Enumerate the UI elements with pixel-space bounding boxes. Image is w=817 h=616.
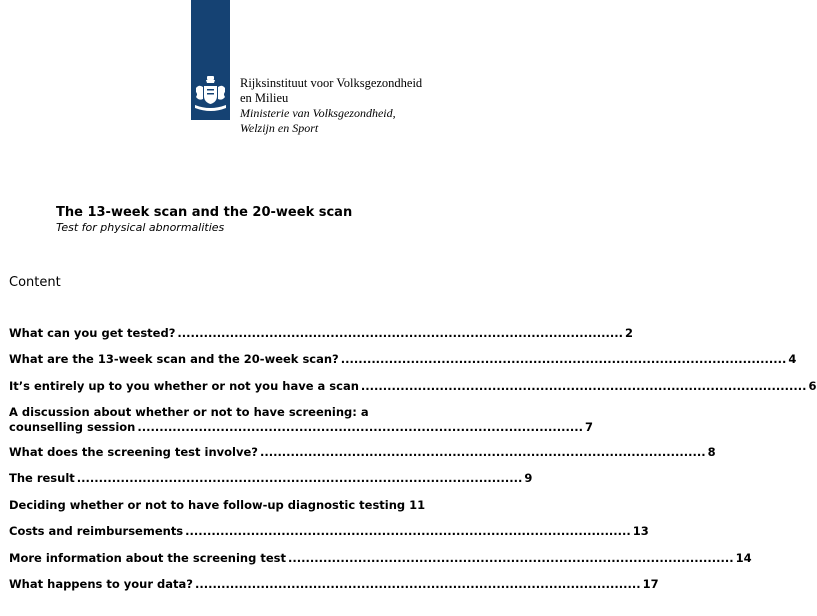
toc-page-number: 6 xyxy=(808,379,817,393)
toc-page-number: 8 xyxy=(707,445,716,459)
logo-bar xyxy=(191,0,230,120)
toc-leader-dots: ...................................................................................................... xyxy=(185,524,631,538)
toc-entry[interactable] xyxy=(9,498,426,513)
toc-page-number: 11 xyxy=(409,498,426,512)
toc-entry[interactable] xyxy=(9,577,659,592)
toc-entry[interactable] xyxy=(9,524,649,539)
toc-page-number: 9 xyxy=(524,471,533,485)
toc-entry-title-line-1: A discussion about whether or not to have screening: a xyxy=(9,405,369,419)
ministry-line-1: Ministerie van Volksgezondheid, xyxy=(240,106,396,120)
toc-entry-title: What does the screening test involve? xyxy=(9,445,258,459)
content-heading: Content xyxy=(9,275,61,290)
toc-page-number: 17 xyxy=(642,577,659,591)
toc-leader-dots: ...................................................................................................... xyxy=(177,326,623,340)
toc-leader-dots: ...................................................................................................... xyxy=(137,420,583,434)
toc-entry[interactable] xyxy=(9,379,817,394)
ministry-line-2: Welzijn en Sport xyxy=(240,121,319,135)
toc-entry-title: counselling session xyxy=(9,420,136,434)
toc-entry[interactable] xyxy=(9,471,533,486)
toc-entry-title: What happens to your data? xyxy=(9,577,193,591)
toc-entry-title: What are the 13-week scan and the 20-week scan? xyxy=(9,352,339,366)
toc-entry[interactable] xyxy=(9,326,633,341)
toc-entry[interactable] xyxy=(9,445,716,460)
toc-entry[interactable] xyxy=(9,405,593,435)
organization-name xyxy=(240,76,422,136)
toc-entry[interactable] xyxy=(9,352,797,367)
org-line-2: en Milieu xyxy=(240,91,289,105)
royal-coat-of-arms-icon xyxy=(192,74,229,114)
document-title: The 13-week scan and the 20-week scan xyxy=(56,205,353,220)
toc-page-number: 14 xyxy=(735,551,752,565)
toc-page-number: 7 xyxy=(584,420,593,434)
toc-leader-dots: ...................................................................................................... xyxy=(340,352,787,366)
toc-entry-title: What can you get tested? xyxy=(9,326,176,340)
toc-page-number: 4 xyxy=(788,352,797,366)
document-subtitle: Test for physical abnormalities xyxy=(56,221,225,234)
toc-leader-dots: ...................................................................................................... xyxy=(76,471,523,485)
org-line-1: Rijksinstituut voor Volksgezondheid xyxy=(240,76,423,90)
toc-page-number: 2 xyxy=(624,326,633,340)
toc-entry-title: It’s entirely up to you whether or not you have a scan xyxy=(9,379,359,393)
toc-leader-dots: ...................................................................................................... xyxy=(360,379,807,393)
toc-entry[interactable] xyxy=(9,551,752,566)
toc-entry-title: Costs and reimbursements xyxy=(9,524,184,538)
toc-leader-dots: ...................................................................................................... xyxy=(259,445,706,459)
toc-entry-title: Deciding whether or not to have follow-up diagnostic testing xyxy=(9,498,406,512)
toc-leader-dots: ...................................................................................................... xyxy=(194,577,641,591)
toc-entry-title: The result xyxy=(9,471,75,485)
toc-entry-title: More information about the screening test xyxy=(9,551,286,565)
toc-page-number: 13 xyxy=(632,524,649,538)
toc-leader-dots: ...................................................................................................... xyxy=(288,551,734,565)
